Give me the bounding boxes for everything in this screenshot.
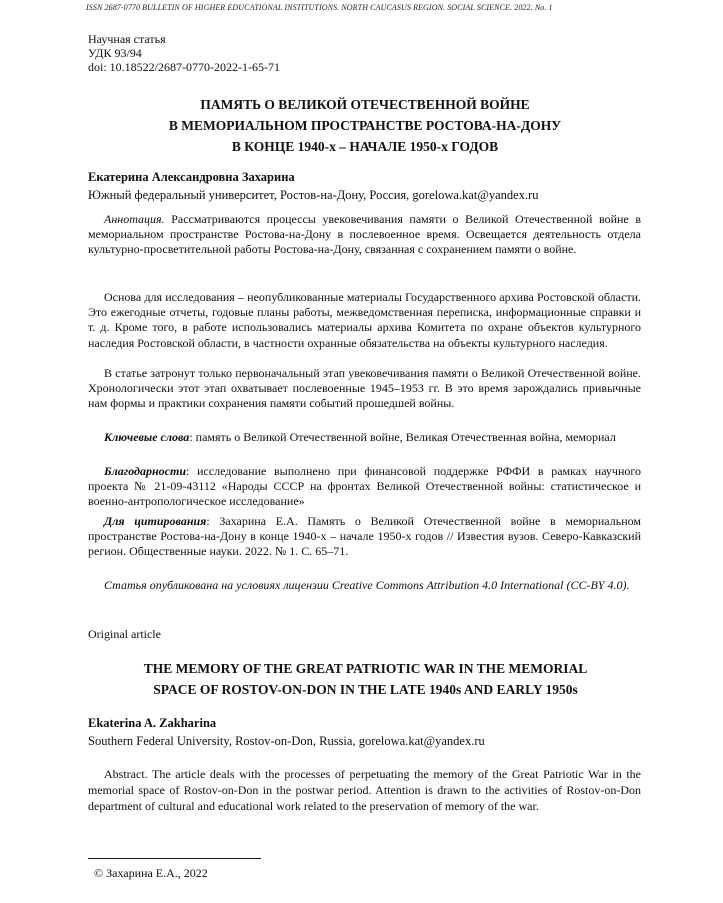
abstract-en-label: Abstract.: [104, 767, 148, 781]
title-en-line: THE MEMORY OF THE GREAT PATRIOTIC WAR IN THE MEMORIAL: [143, 661, 588, 676]
footnote-divider: [88, 858, 261, 859]
keywords-ru-text: : память о Великой Отечественной войне, Великая Отечественная война, мемориал: [189, 430, 616, 444]
acknowledgements-ru-text: : исследование выполнено при финансовой поддержке РФФИ в рамках научного проекта № 21-09-43112 «Народы СССР на фронтах Великой Отечественной войны: статистическое и военно-антропологическое исследование»: [88, 464, 641, 509]
journal-header: ISSN 2687-0770 BULLETIN OF HIGHER EDUCATIONAL INSTITUTIONS. NORTH CAUCASUS REGION. SOCIAL SCIENCE. 2022. No. 1: [86, 3, 553, 12]
title-ru: [90, 94, 640, 157]
abstract-ru: [88, 212, 641, 258]
research-stage-ru: [88, 366, 641, 412]
abstract-en: [88, 766, 641, 814]
citation-ru-text: : Захарина Е.А. Память о Великой Отечественной войне в мемориальном пространстве Ростова-на-Дону в конце 1940-х – начале 1950-х годов // Известия вузов. Северо-Кавказский регион. Общественные науки. 2022. № 1. С. 65–71.: [88, 514, 641, 559]
citation-ru-label: Для цитирования: [104, 514, 207, 528]
keywords-ru: [88, 430, 641, 445]
article-type: Научная статья: [88, 32, 166, 46]
abstract-ru-label: Аннотация.: [104, 212, 165, 226]
udc-code: УДК 93/94: [88, 46, 142, 60]
acknowledgements-ru-label: Благодарности: [104, 464, 187, 478]
research-basis-ru: [88, 290, 641, 351]
research-stage-text: В статье затронут только первоначальный этап увековечивания памяти о Великой Отечественной войне. Хронологически этот этап охватывает послевоенные 1945–1953 гг. В это время зарождались привычные нам формы и практики сохранения памяти событий прошедшей войны.: [88, 366, 641, 411]
author-affiliation-en: Southern Federal University, Rostov-on-Don, Russia, gorelowa.kat@yandex.ru: [88, 734, 485, 748]
article-meta: [88, 32, 280, 74]
research-basis-text: Основа для исследования – неопубликованные материалы Государственного архива Ростовской области. Это ежегодные отчеты, годовые планы работы, межведомственная переписка, информационные справки и т. д. Кроме того, в работе использовались материалы архива Комитета по охране объектов культурного наследия Ростовской области, в частности охранные обязательства на объекты культурного наследия.: [88, 290, 641, 350]
abstract-en-text: The article deals with the processes of perpetuating the memory of the Great Patriotic War in the memorial space of Rostov-on-Don in the postwar period. Attention is drawn to the activities of Rostov-on-Don department of cultural and educational work related to the preservation of memory of the war.: [88, 767, 641, 813]
citation-ru: [88, 514, 641, 560]
title-ru-line: В МЕМОРИАЛЬНОМ ПРОСТРАНСТВЕ РОСТОВА-НА-ДОНУ: [168, 118, 562, 133]
title-en: [88, 658, 643, 700]
title-ru-line: В КОНЦЕ 1940-х – НАЧАЛЕ 1950-х ГОДОВ: [231, 139, 499, 154]
original-article-label: Original article: [88, 627, 161, 641]
acknowledgements-ru: [88, 464, 641, 510]
keywords-ru-label: Ключевые слова: [104, 430, 190, 444]
abstract-ru-text: Рассматриваются процессы увековечивания памяти о Великой Отечественной войне в мемориальном пространстве Ростова-на-Дону в послевоенное время. Освещается деятельность отдела культурно-просветительной работы Ростова-на-Дону, связанная с сохранением памяти о войне.: [88, 212, 641, 257]
doi[interactable]: doi: 10.18522/2687-0770-2022-1-65-71: [88, 60, 280, 74]
author-name-ru: Екатерина Александровна Захарина: [88, 170, 295, 184]
copyright-footnote: © Захарина Е.А., 2022: [94, 866, 208, 880]
author-affiliation-ru: Южный федеральный университет, Ростов-на-Дону, Россия, gorelowa.kat@yandex.ru: [88, 188, 539, 202]
license-ru-text: Статья опубликована на условиях лицензии Creative Commons Attribution 4.0 International (CC-BY 4.0).: [104, 578, 630, 592]
title-en-line: SPACE OF ROSTOV-ON-DON IN THE LATE 1940s AND EARLY 1950s: [153, 682, 578, 697]
author-name-en: Ekaterina A. Zakharina: [88, 716, 217, 730]
title-ru-line: ПАМЯТЬ О ВЕЛИКОЙ ОТЕЧЕСТВЕННОЙ ВОЙНЕ: [200, 97, 530, 112]
license-ru: [88, 578, 641, 593]
